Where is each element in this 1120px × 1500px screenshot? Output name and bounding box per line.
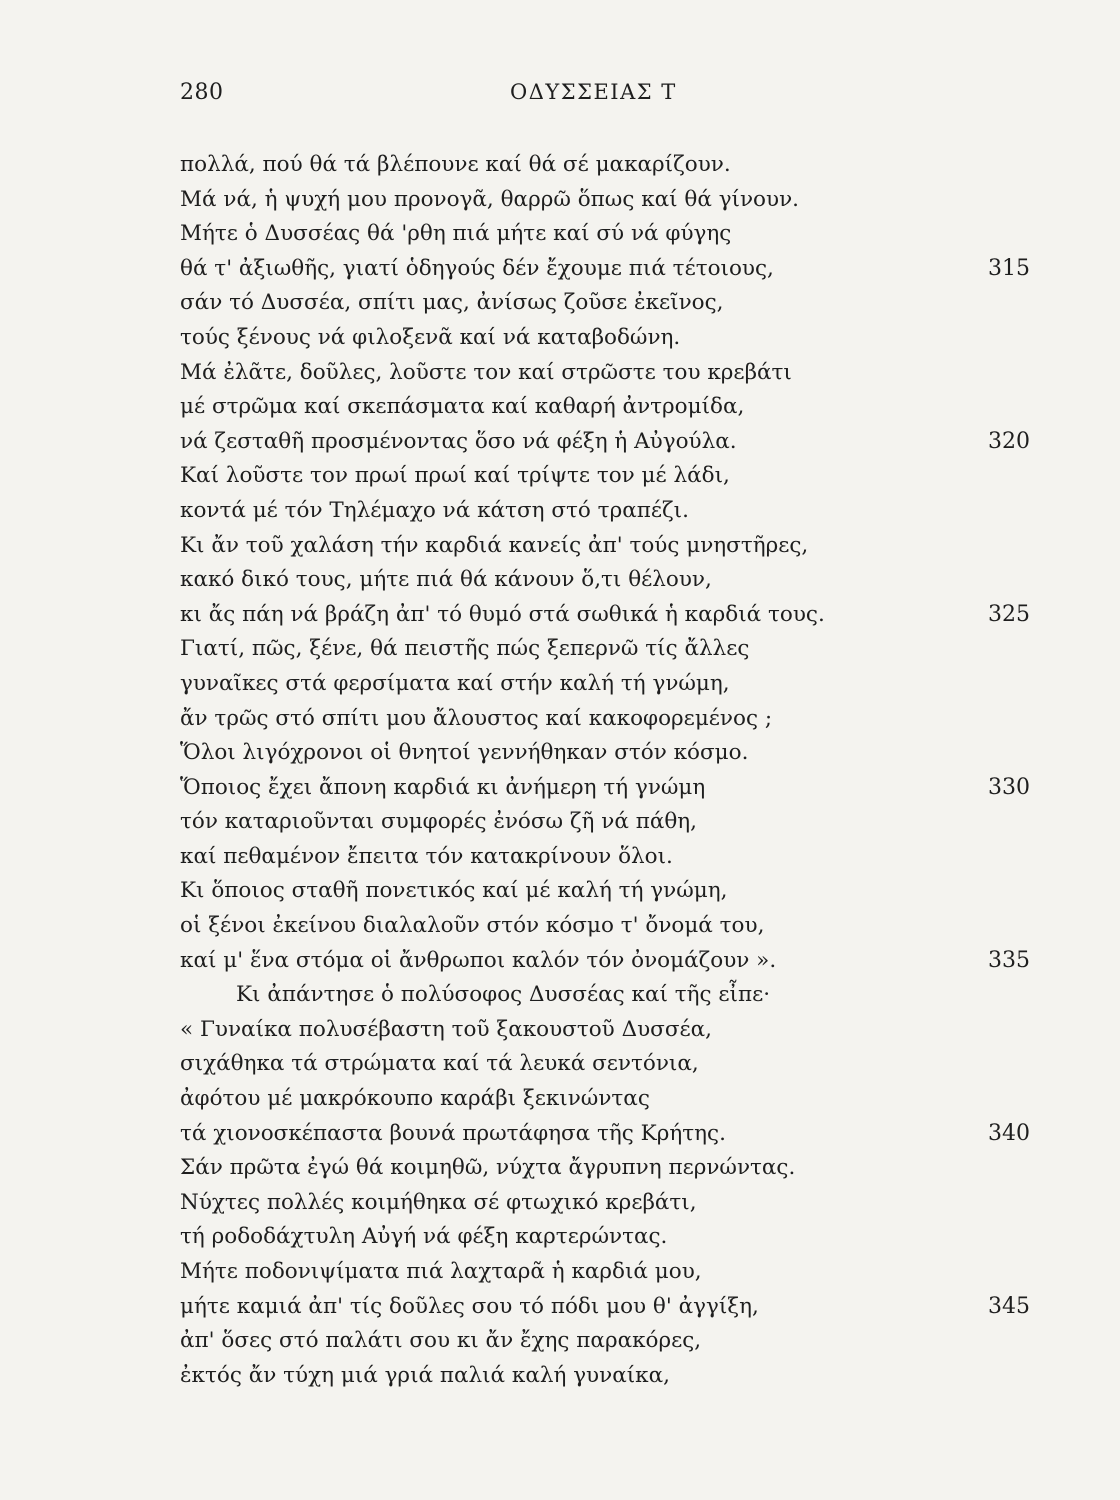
verse-text: καί μ' ἕνα στόμα οἱ ἄνθρωποι καλόν τόν ὀνομάζουν ». bbox=[180, 947, 777, 973]
verse-line bbox=[180, 1151, 1030, 1186]
verse-line bbox=[180, 1013, 1030, 1048]
verse-text: μήτε καμιά ἀπ' τίς δοῦλες σου τό πόδι μου θ' ἀγγίξη, bbox=[180, 1293, 759, 1319]
verse-line bbox=[180, 702, 1030, 737]
verse-line bbox=[180, 1255, 1030, 1290]
verse-line bbox=[180, 840, 1030, 875]
verse-line bbox=[180, 494, 1030, 529]
verse-line bbox=[180, 1117, 1030, 1152]
line-number: 345 bbox=[988, 1293, 1030, 1319]
verse-line bbox=[180, 459, 1030, 494]
verse-text: τόν καταριοῦνται συμφορές ἐνόσω ζῆ νά πάθη, bbox=[180, 809, 698, 835]
verse-text: Γιατί, πῶς, ξένε, θά πειστῆς πώς ξεπερνῶ τίς ἄλλες bbox=[180, 636, 750, 662]
verse-line bbox=[180, 321, 1030, 356]
verse-text: Μήτε ὁ Δυσσέας θά 'ρθη πιά μήτε καί σύ νά φύγης bbox=[180, 221, 732, 247]
verse-line bbox=[180, 771, 1030, 806]
verse-line bbox=[180, 183, 1030, 218]
verse-text: ἀφότου μέ μακρόκουπο καράβι ξεκινώντας bbox=[180, 1086, 650, 1112]
verse-line bbox=[180, 632, 1030, 667]
verse-line bbox=[180, 286, 1030, 321]
verse-line bbox=[180, 874, 1030, 909]
verse-text: ἀπ' ὅσες στό παλάτι σου κι ἄν ἔχης παρακόρες, bbox=[180, 1328, 702, 1354]
verse-line bbox=[180, 252, 1030, 287]
verse-line bbox=[180, 390, 1030, 425]
verse-text: καί πεθαμένον ἔπειτα τόν κατακρίνουν ὅλοι. bbox=[180, 843, 673, 869]
verse-text: ἐκτός ἄν τύχη μιά γριά παλιά καλή γυναίκα, bbox=[180, 1362, 670, 1388]
verse-text: ἄν τρῶς στό σπίτι μου ἄλουστος καί κακοφορεμένος ; bbox=[180, 705, 773, 731]
verse-line bbox=[180, 1290, 1030, 1325]
line-number: 340 bbox=[988, 1120, 1030, 1146]
verse-line bbox=[180, 425, 1030, 460]
verse-text: Κι ὅποιος σταθῆ πονετικός καί μέ καλή τή γνώμη, bbox=[180, 878, 728, 904]
verse-line bbox=[180, 529, 1030, 564]
verse-text: μέ στρῶμα καί σκεπάσματα καί καθαρή ἀντρομίδα, bbox=[180, 394, 745, 420]
verse-text: σάν τό Δυσσέα, σπίτι μας, ἀνίσως ζοῦσε ἐκεῖνος, bbox=[180, 290, 724, 316]
verse-line bbox=[180, 909, 1030, 944]
verse-text: Σάν πρῶτα ἐγώ θά κοιμηθῶ, νύχτα ἄγρυπνη περνώντας. bbox=[180, 1155, 796, 1181]
verse-line bbox=[180, 978, 1030, 1013]
verse-text: Μά νά, ἡ ψυχή μου προνογᾶ, θαρρῶ ὅπως καί θά γίνουν. bbox=[180, 186, 799, 212]
verse-text: κοντά μέ τόν Τηλέμαχο νά κάτση στό τραπέζι. bbox=[180, 497, 689, 523]
verse-text: κακό δικό τους, μήτε πιά θά κάνουν ὅ,τι θέλουν, bbox=[180, 567, 712, 593]
running-head bbox=[0, 80, 1120, 114]
verse-line bbox=[180, 1186, 1030, 1221]
verse-text: Ὅποιος ἔχει ἄπονη καρδιά κι ἀνήμερη τή γνώμη bbox=[180, 774, 706, 800]
verse-line bbox=[180, 217, 1030, 252]
verse-line bbox=[180, 1082, 1030, 1117]
line-number: 315 bbox=[988, 255, 1030, 281]
verse-text: θά τ' ἀξιωθῆς, γιατί ὁδηγούς δέν ἔχουμε πιά τέτοιους, bbox=[180, 255, 774, 281]
line-number: 335 bbox=[988, 947, 1030, 973]
line-number: 325 bbox=[988, 601, 1030, 627]
verse-text: Νύχτες πολλές κοιμήθηκα σέ φτωχικό κρεβάτι, bbox=[180, 1189, 697, 1215]
running-title: ΟΔΥΣΣΕΙΑΣ Τ bbox=[510, 80, 677, 104]
verse-text: Μήτε ποδονιψίματα πιά λαχταρᾶ ἡ καρδιά μου, bbox=[180, 1259, 702, 1284]
poem-text bbox=[180, 148, 1030, 1393]
verse-line bbox=[180, 1359, 1030, 1394]
line-number: 320 bbox=[988, 428, 1030, 454]
verse-line bbox=[180, 805, 1030, 840]
page-number: 280 bbox=[180, 80, 224, 105]
verse-text: τά χιονοσκέπαστα βουνά πρωτάφησα τῆς Κρήτης. bbox=[180, 1120, 726, 1146]
verse-line bbox=[180, 1220, 1030, 1255]
verse-text: κι ἄς πάη νά βράζη ἀπ' τό θυμό στά σωθικά ἡ καρδιά τους. bbox=[180, 601, 825, 627]
verse-line bbox=[180, 736, 1030, 771]
verse-text: Κι ἀπάντησε ὁ πολύσοφος Δυσσέας καί τῆς εἶπε· bbox=[236, 982, 771, 1008]
line-number: 330 bbox=[988, 774, 1030, 800]
verse-text: « Γυναίκα πολυσέβαστη τοῦ ξακουστοῦ Δυσσέα, bbox=[180, 1016, 713, 1042]
verse-line bbox=[180, 667, 1030, 702]
verse-text: γυναῖκες στά φερσίματα καί στήν καλή τή γνώμη, bbox=[180, 670, 730, 696]
verse-line bbox=[180, 563, 1030, 598]
verse-text: σιχάθηκα τά στρώματα καί τά λευκά σεντόνια, bbox=[180, 1051, 699, 1077]
verse-line bbox=[180, 598, 1030, 633]
verse-text: νά ζεσταθῆ προσμένοντας ὅσο νά φέξη ἡ Αὐγούλα. bbox=[180, 428, 737, 454]
verse-line bbox=[180, 944, 1030, 979]
verse-text: Ὅλοι λιγόχρονοι οἱ θνητοί γεννήθηκαν στόν κόσμο. bbox=[180, 740, 749, 766]
verse-line bbox=[180, 1047, 1030, 1082]
verse-text: Κι ἄν τοῦ χαλάση τήν καρδιά κανείς ἀπ' τούς μνηστῆρες, bbox=[180, 532, 809, 558]
verse-text: οἱ ξένοι ἐκείνου διαλαλοῦν στόν κόσμο τ' ὄνομά του, bbox=[180, 913, 765, 939]
verse-line bbox=[180, 1324, 1030, 1359]
verse-line bbox=[180, 148, 1030, 183]
verse-text: πολλά, πού θά τά βλέπουνε καί θά σέ μακαρίζουν. bbox=[180, 152, 731, 177]
verse-text: Καί λοῦστε τον πρωί πρωί καί τρίψτε τον μέ λάδι, bbox=[180, 463, 730, 489]
verse-text: τούς ξένους νά φιλοξενᾶ καί νά καταβοδώνη. bbox=[180, 324, 681, 350]
verse-text: Μά ἐλᾶτε, δοῦλες, λοῦστε τον καί στρῶστε του κρεβάτι bbox=[180, 359, 792, 385]
verse-text: τή ροδοδάχτυλη Αὐγή νά φέξη καρτερώντας. bbox=[180, 1224, 668, 1250]
verse-line bbox=[180, 356, 1030, 391]
